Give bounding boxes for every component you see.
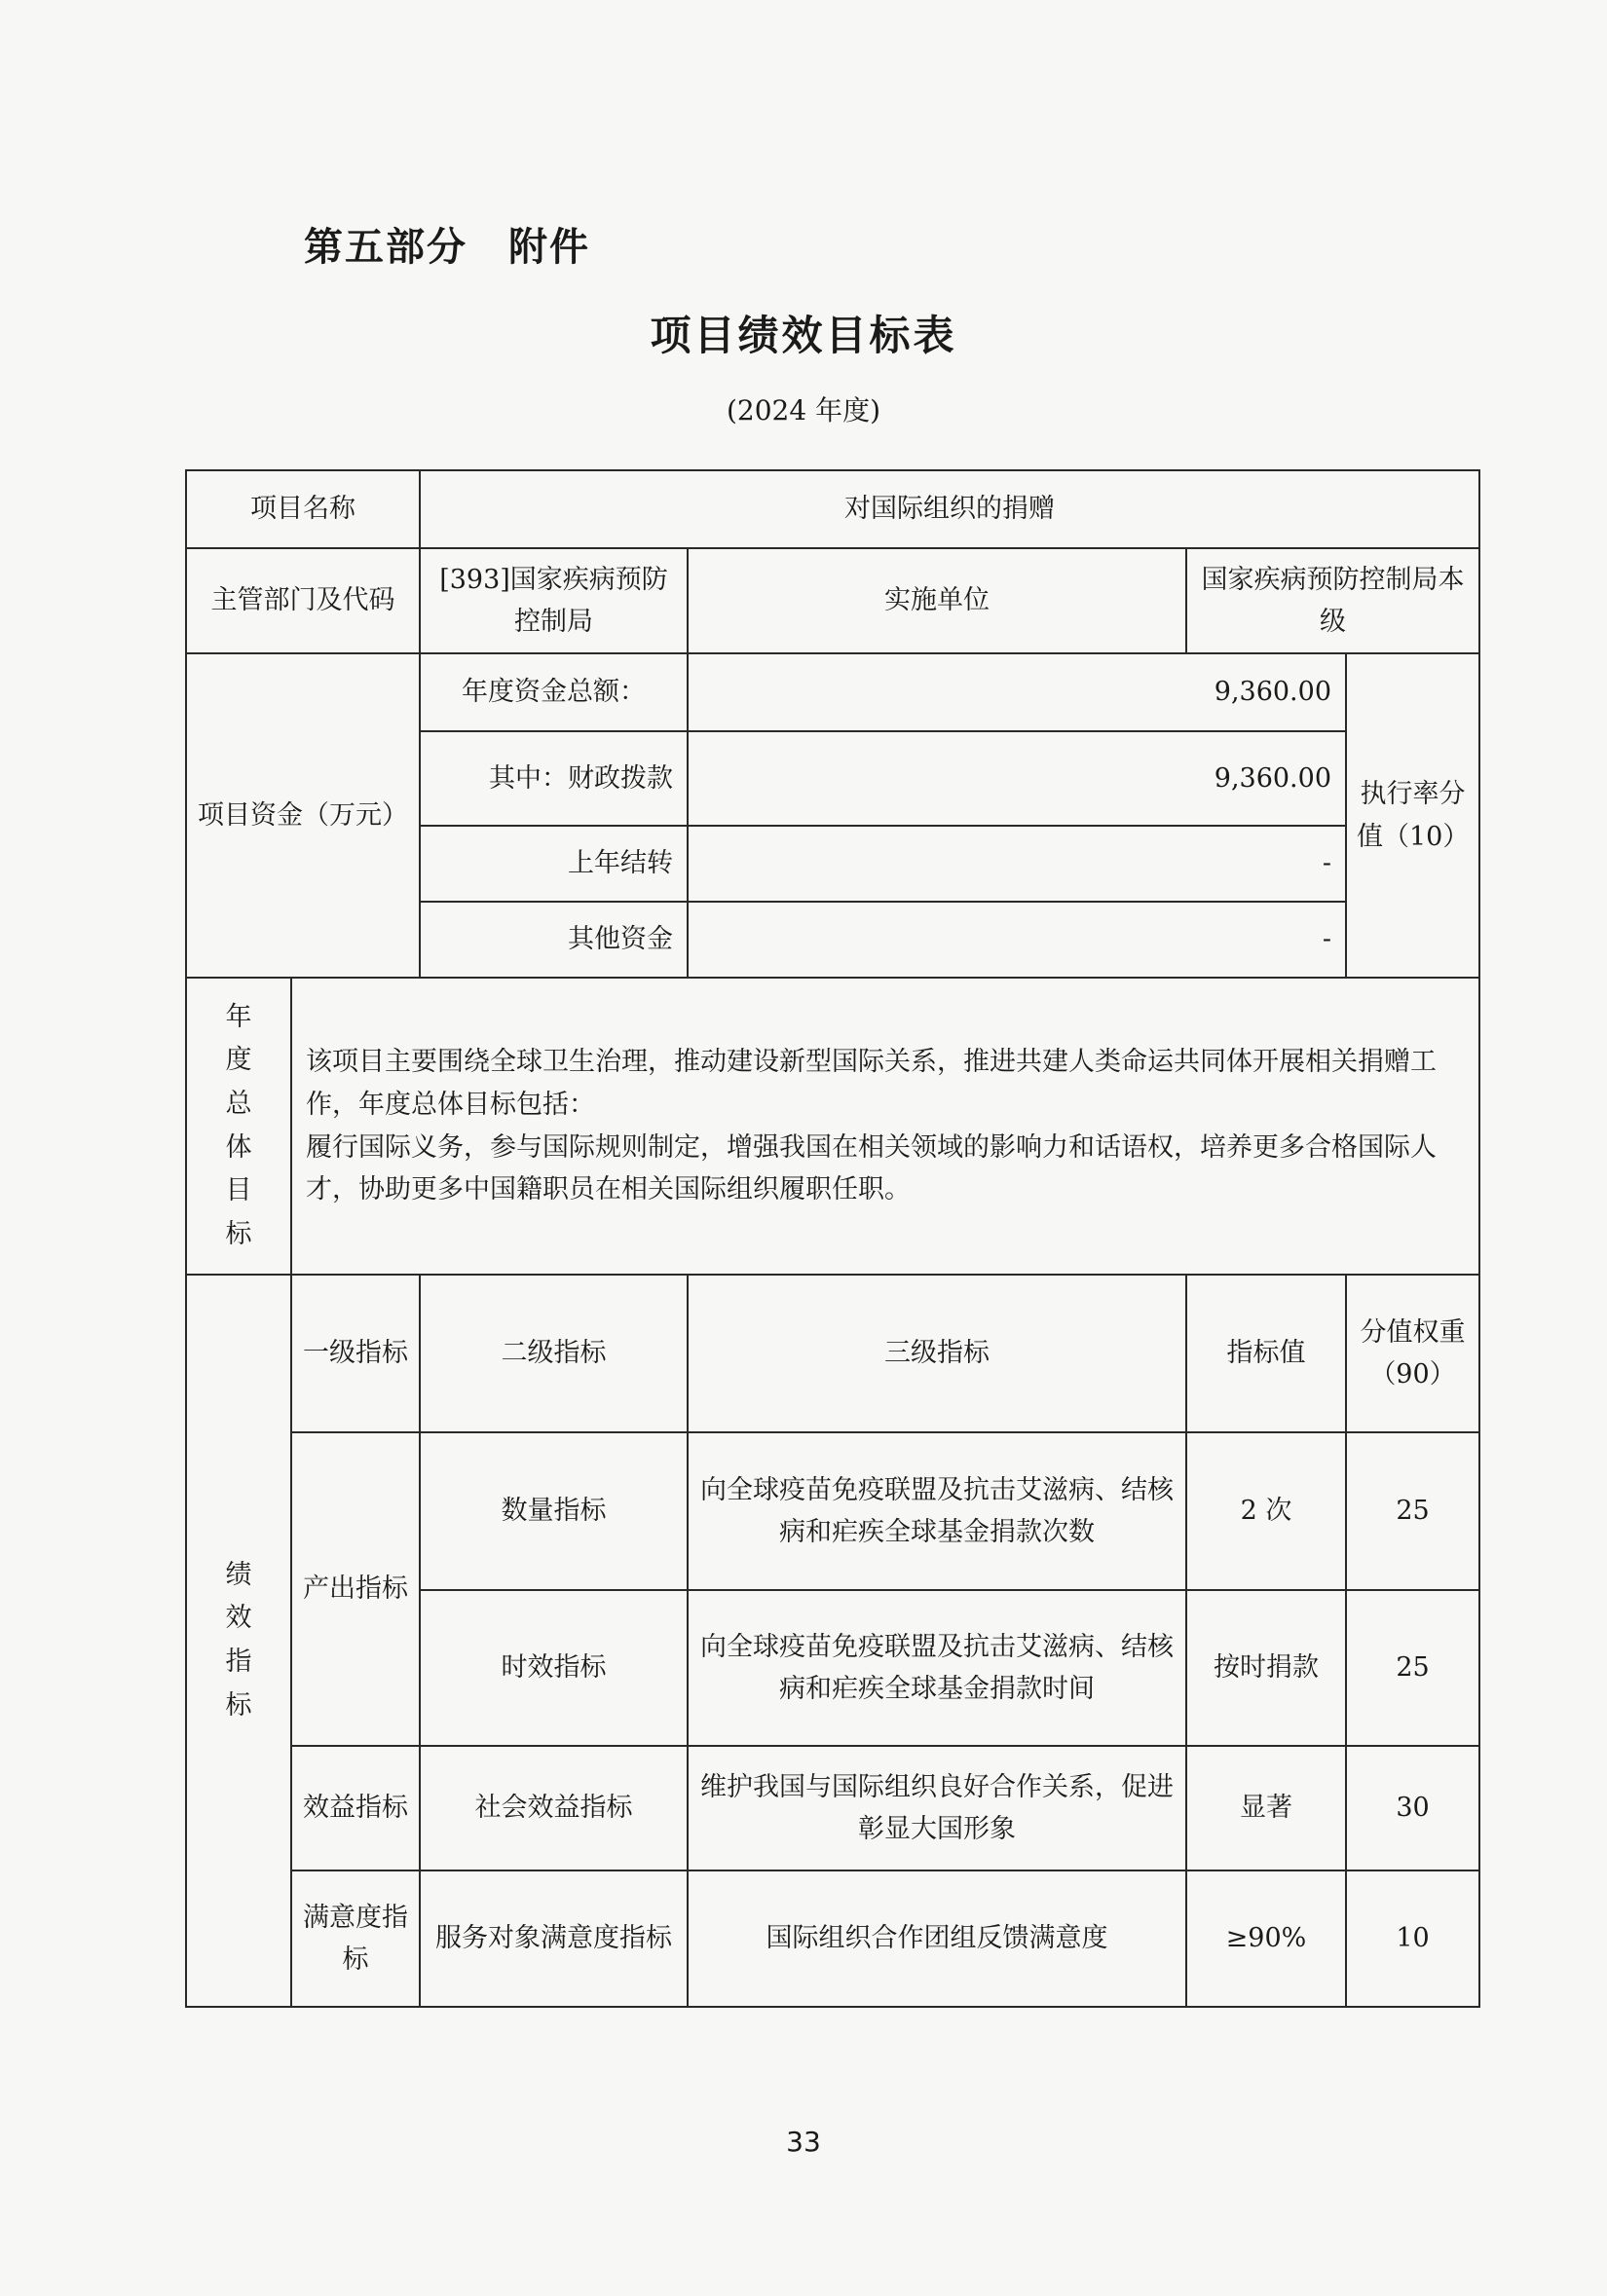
funds-label: 项目资金（万元） — [186, 653, 420, 978]
funds-total-row — [186, 653, 1479, 731]
indicator-value-cell: 2 次 — [1186, 1432, 1346, 1590]
funds-other-label: 其他资金 — [420, 902, 688, 978]
annual-goal-label: 年 度 总 体 目 标 — [186, 978, 291, 1275]
indicator-value-cell: ≥90% — [1186, 1870, 1346, 2007]
level3-cell: 国际组织合作团组反馈满意度 — [688, 1870, 1186, 2007]
funds-fiscal-label: 其中：财政拨款 — [420, 731, 688, 826]
indicator-header-row — [186, 1275, 1479, 1432]
funds-total-label: 年度资金总额： — [420, 653, 688, 731]
project-name-row — [186, 470, 1479, 548]
annual-goal-paragraph-1: 该项目主要围绕全球卫生治理，推动建设新型国际关系，推进共建人类命运共同体开展相关捐赠工作，年度总体目标包括： — [306, 1047, 1437, 1120]
indicator-value-cell: 按时捐款 — [1186, 1590, 1346, 1746]
annual-goal-row — [186, 978, 1479, 1275]
page-number: 33 — [786, 2126, 821, 2158]
table-row — [186, 1870, 1479, 2007]
header-level1: 一级指标 — [291, 1275, 420, 1432]
funds-fiscal-value: 9,360.00 — [688, 731, 1346, 826]
document-title: 项目绩效目标表 — [650, 312, 957, 359]
indicator-value-cell: 显著 — [1186, 1746, 1346, 1870]
funds-other-value: - — [688, 902, 1346, 978]
funds-carryover-label: 上年结转 — [420, 826, 688, 902]
level2-cell: 数量指标 — [420, 1432, 688, 1590]
indicators-label: 绩 效 指 标 — [186, 1275, 291, 2007]
level1-output: 产出指标 — [291, 1432, 420, 1746]
weight-cell: 25 — [1346, 1590, 1479, 1746]
impl-unit-label: 实施单位 — [688, 548, 1186, 653]
dept-label: 主管部门及代码 — [186, 548, 420, 653]
table-row — [186, 1746, 1479, 1870]
impl-unit-value: 国家疾病预防控制局本级 — [1186, 548, 1479, 653]
level2-cell: 社会效益指标 — [420, 1746, 688, 1870]
table-row — [186, 1432, 1479, 1590]
header-level3: 三级指标 — [688, 1275, 1186, 1432]
header-weight: 分值权重（90） — [1346, 1275, 1479, 1432]
project-name-value: 对国际组织的捐赠 — [420, 470, 1479, 548]
weight-cell: 25 — [1346, 1432, 1479, 1590]
header-level2: 二级指标 — [420, 1275, 688, 1432]
level1-benefit: 效益指标 — [291, 1746, 420, 1870]
annual-goal-paragraph-2: 履行国际义务，参与国际规则制定，增强我国在相关领域的影响力和话语权，培养更多合格国际人才，协助更多中国籍职员在相关国际组织履职任职。 — [306, 1131, 1437, 1205]
performance-target-table — [185, 469, 1480, 2008]
level3-cell: 向全球疫苗免疫联盟及抗击艾滋病、结核病和疟疾全球基金捐款时间 — [688, 1590, 1186, 1746]
annual-goal-text — [291, 978, 1479, 1275]
level3-cell: 维护我国与国际组织良好合作关系，促进彰显大国形象 — [688, 1746, 1186, 1870]
weight-cell: 30 — [1346, 1746, 1479, 1870]
part-heading: 第五部分 附件 — [304, 225, 590, 270]
execution-rate-score: 执行率分值（10） — [1346, 653, 1479, 978]
document-year: (2024 年度) — [726, 394, 880, 426]
level2-cell: 时效指标 — [420, 1590, 688, 1746]
level3-cell: 向全球疫苗免疫联盟及抗击艾滋病、结核病和疟疾全球基金捐款次数 — [688, 1432, 1186, 1590]
level2-cell: 服务对象满意度指标 — [420, 1870, 688, 2007]
funds-total-value: 9,360.00 — [688, 653, 1346, 731]
project-name-label: 项目名称 — [186, 470, 420, 548]
level1-satisfaction: 满意度指标 — [291, 1870, 420, 2007]
funds-carryover-value: - — [688, 826, 1346, 902]
dept-value: [393]国家疾病预防控制局 — [420, 548, 688, 653]
header-value: 指标值 — [1186, 1275, 1346, 1432]
weight-cell: 10 — [1346, 1870, 1479, 2007]
department-row — [186, 548, 1479, 653]
